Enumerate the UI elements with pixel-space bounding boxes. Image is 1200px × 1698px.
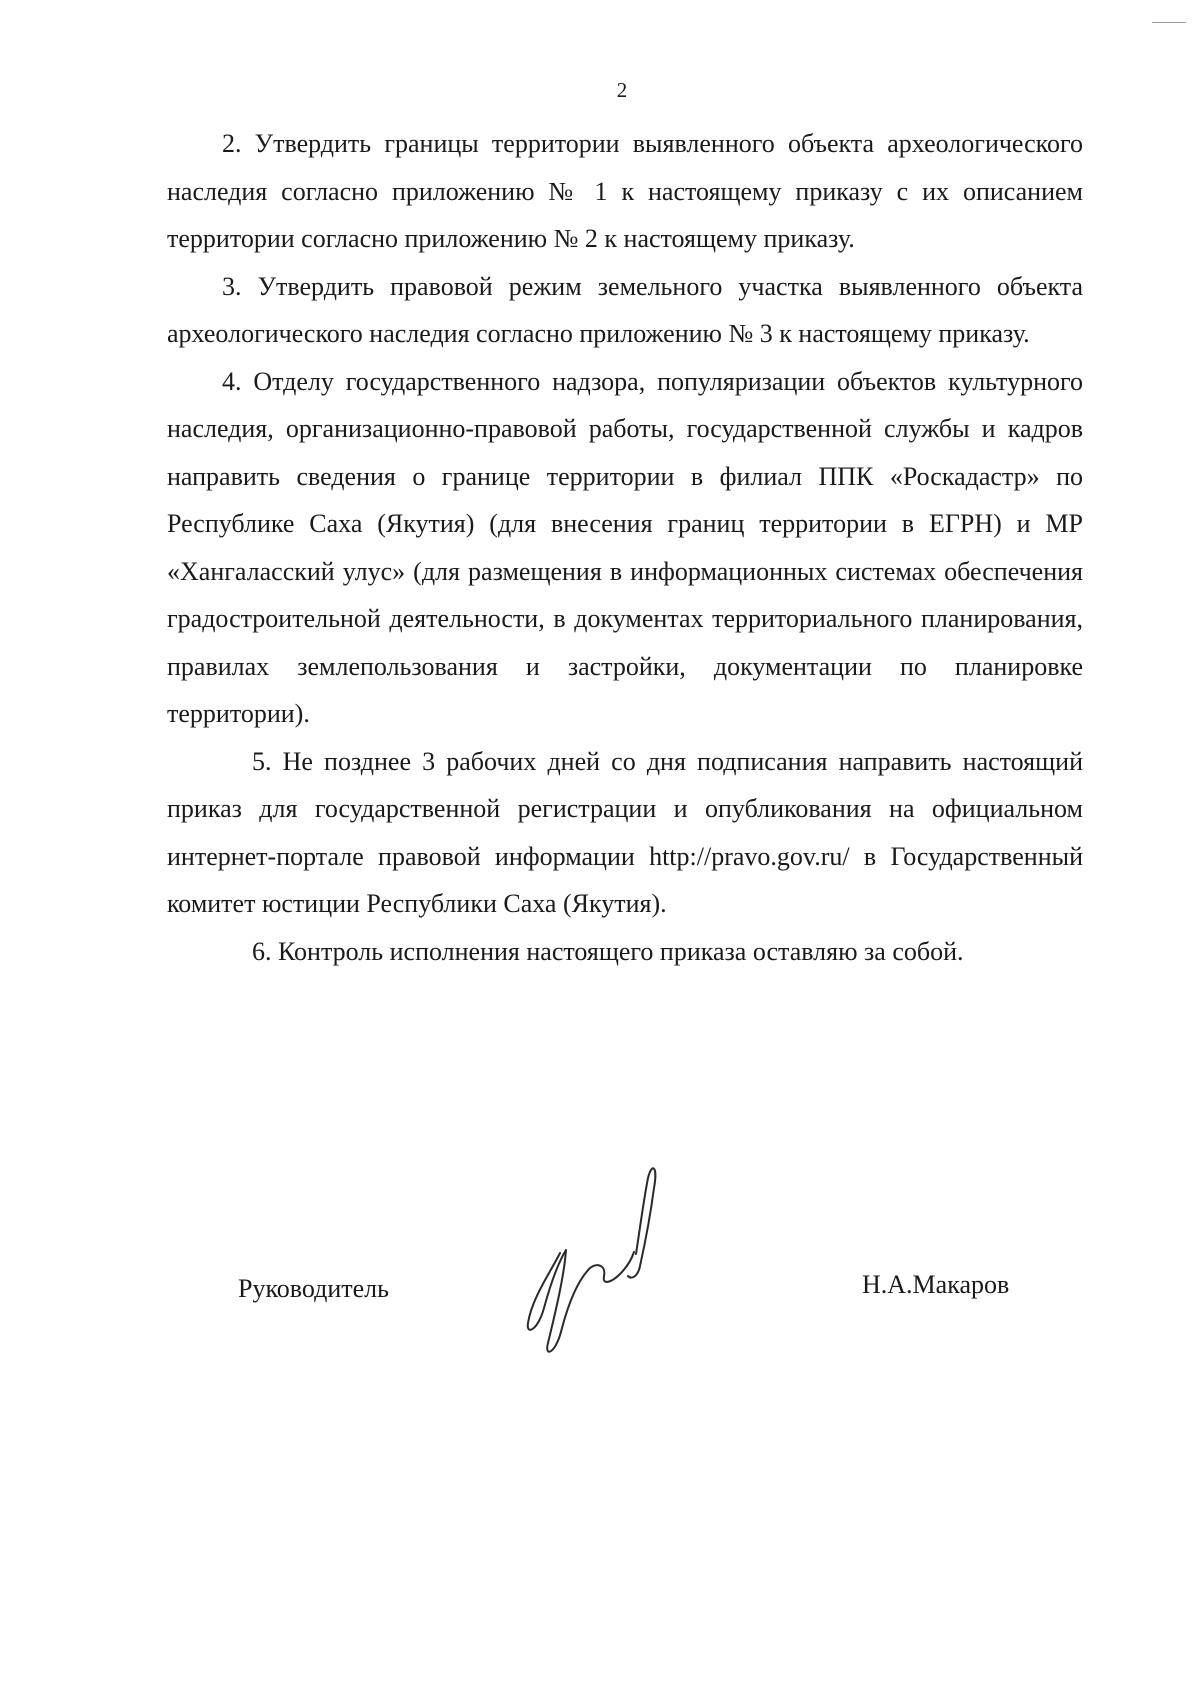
signature-block: [0, 1158, 1200, 1358]
paragraph-item-2: 2. Утвердить границы территории выявленного объекта археологического наследия согласно приложению № 1 к настоящему приказу с их описанием территории согласно приложению № 2 к настоящему приказу.: [167, 129, 1083, 253]
signatory-name: Н.А.Макаров: [862, 1270, 1010, 1299]
page-number: 2: [616, 78, 628, 102]
paragraph-item-5: 5. Не позднее 3 рабочих дней со дня подписания направить настоящий приказ для государственной регистрации и опубликования на официальном интернет-портале правовой информации http://pravo.gov.ru/ в Государственный комитет юстиции Республики Саха (Якутия).: [167, 746, 1083, 918]
paragraph-item-4: 4. Отделу государственного надзора, популяризации объектов культурного наследия, организационно-правовой работы, государственной службы и кадров направить сведения о границе территории в филиал ППК «Роскадастр» по Республике Саха (Якутия) (для внесения границ территории в ЕГРН) и МР «Хангаласский улус» (для размещения в информационных системах обеспечения градостроительной деятельности, в документах территориального планирования, правилах землепользования и застройки, документации по планировке территории).: [167, 366, 1083, 728]
handwritten-signature: [520, 1158, 700, 1358]
paragraph-item-6: 6. Контроль исполнения настоящего приказа оставляю за собой.: [252, 936, 964, 966]
scan-artifact-mark: [1152, 22, 1186, 23]
paragraph-item-3: 3. Утвердить правовой режим земельного участка выявленного объекта археологического наследия согласно приложению № 3 к настоящему приказу.: [167, 271, 1083, 348]
document-body: [167, 120, 1083, 975]
signatory-position: Руководитель: [238, 1274, 389, 1303]
